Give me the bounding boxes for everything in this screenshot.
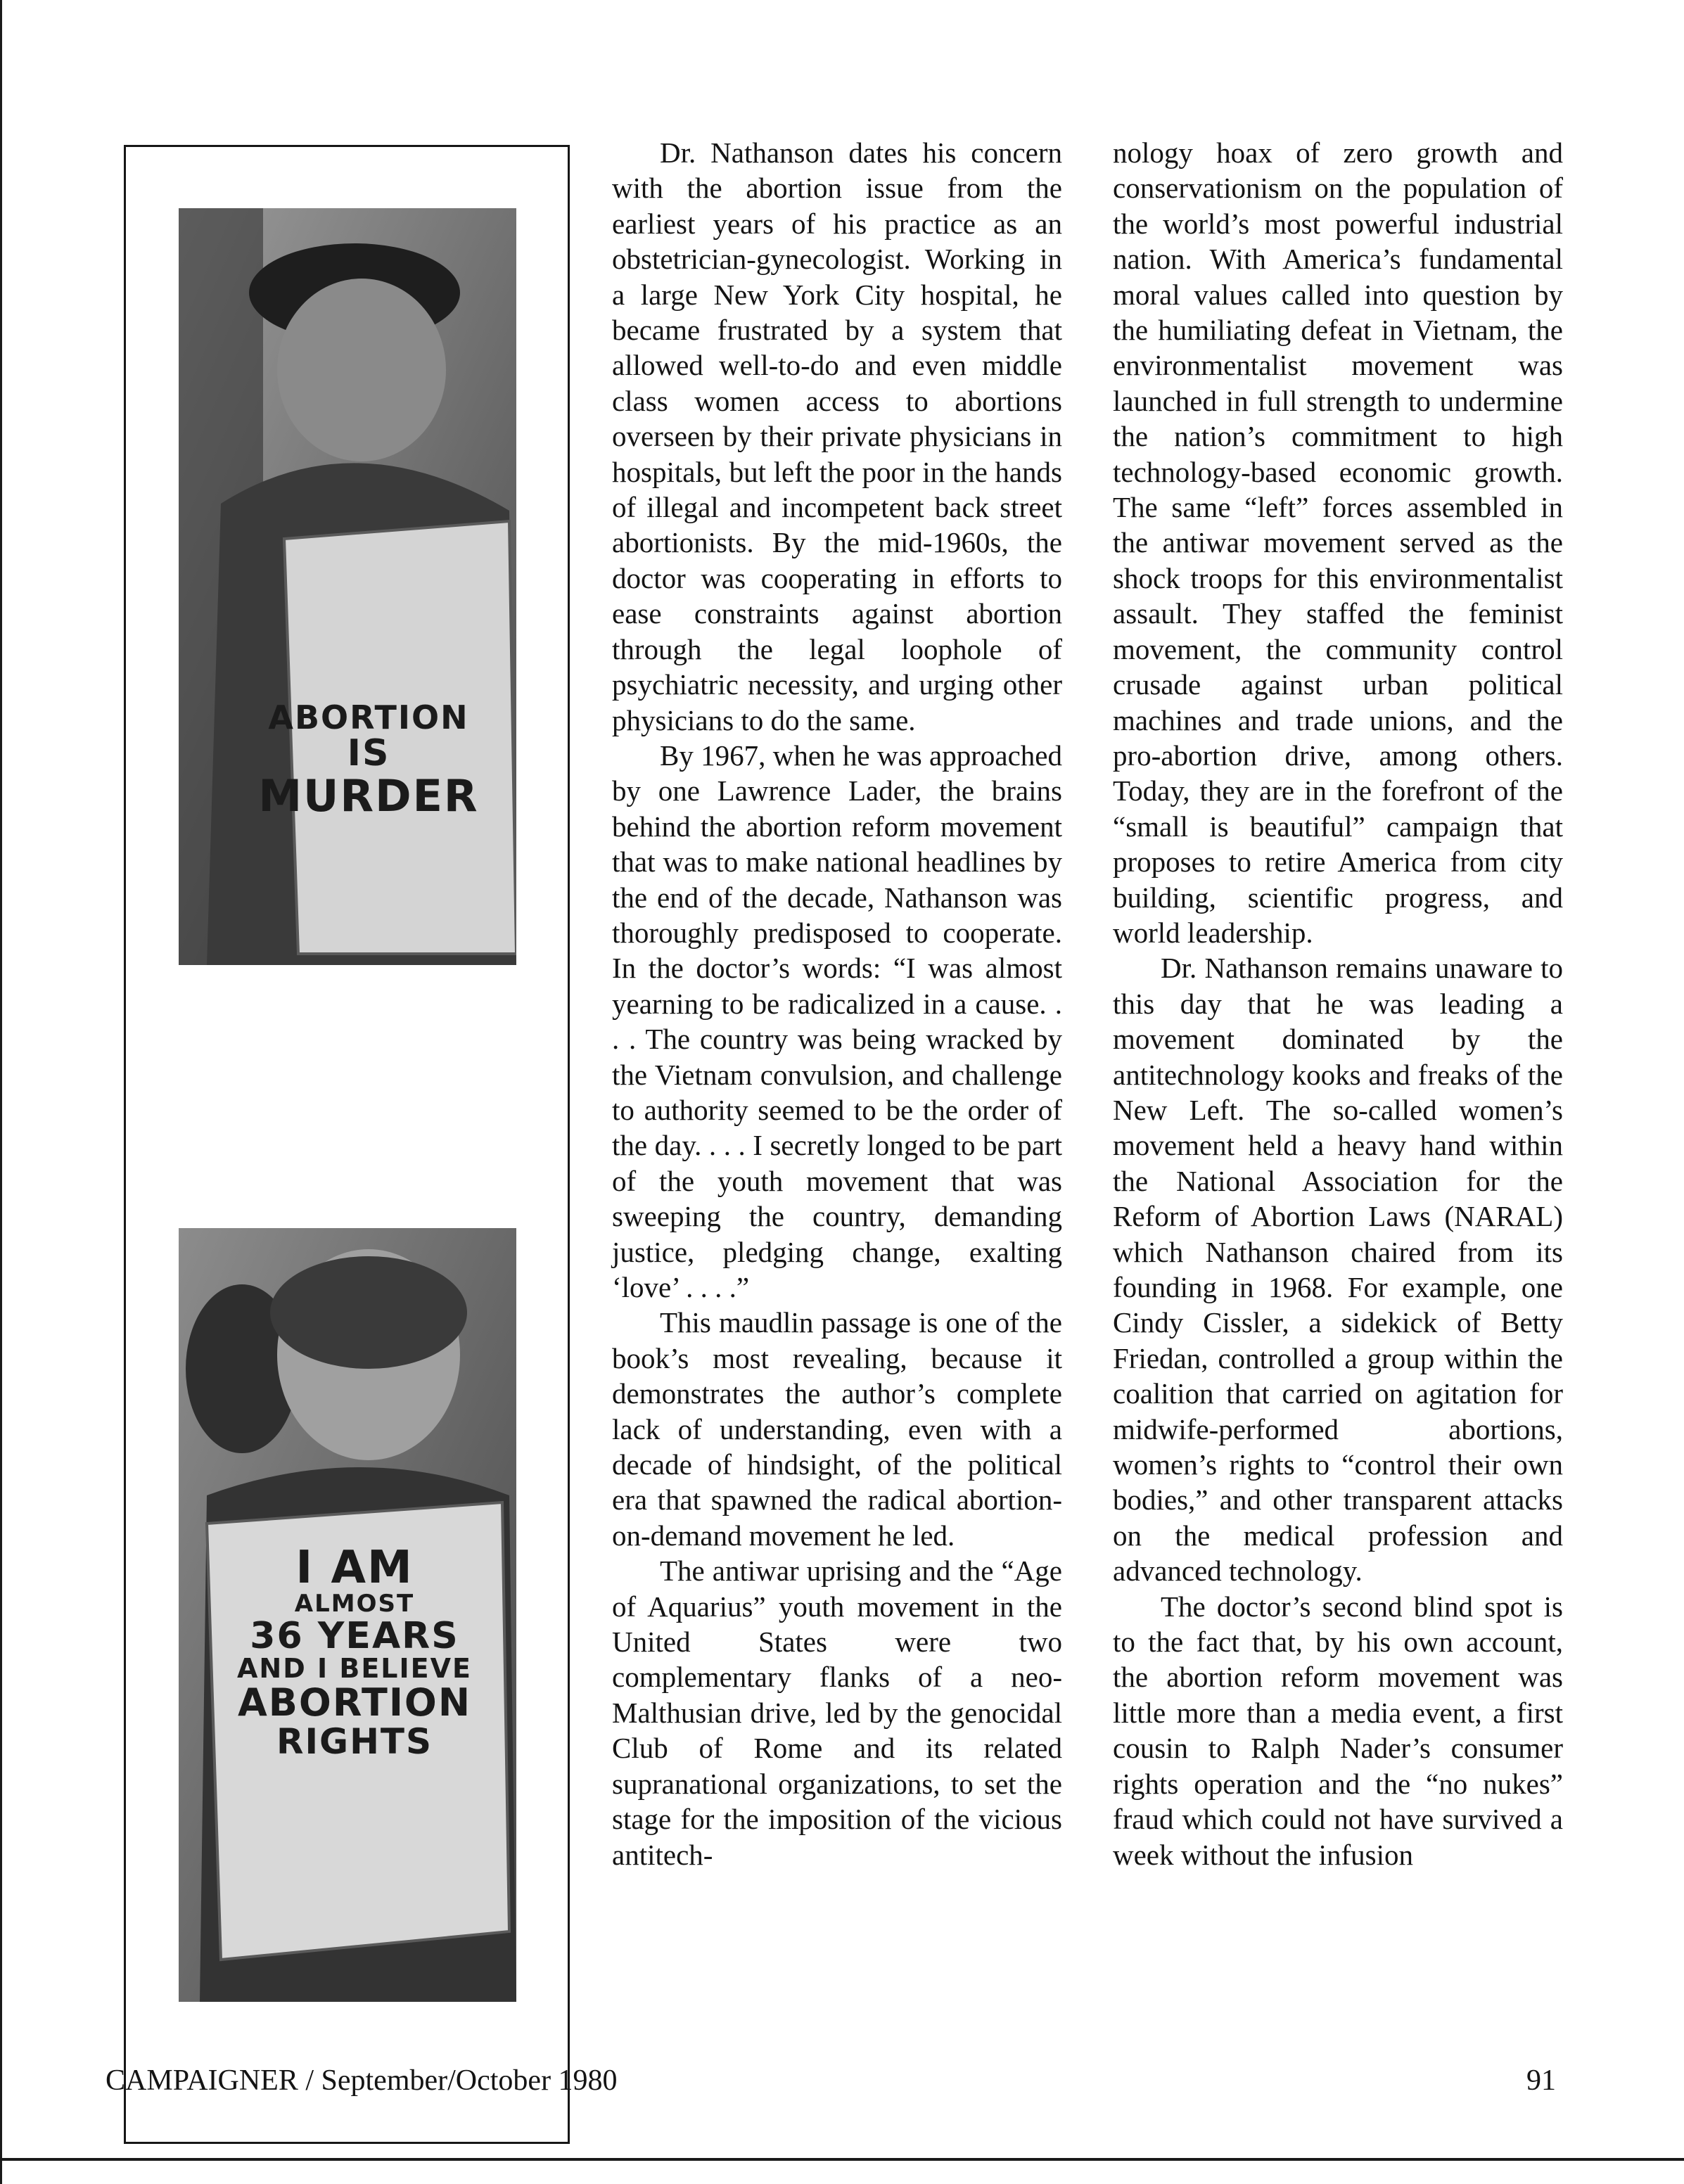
protest-photo-top — [179, 208, 516, 965]
sign-line: MURDER — [258, 769, 479, 822]
article-paragraph: The doctor’s second blind spot is to the fact that, by his own account, the abortion reform movement was little more than a media event, a first cousin to Ralph Nader’s consumer rights operation and the “no nukes” fraud which could not have survived a week without the infusion — [1113, 1590, 1563, 1871]
article-column-2 — [1113, 135, 1563, 1872]
article-paragraph: Dr. Nathanson remains unaware to this day that he was leading a movement dominated by the antitechnology kooks and freaks of the New Left. The so-called women’s movement held a heavy hand within the National Association for the Reform of Abortion Laws (NARAL) which Nathanson chaired from its founding in 1968. For example, one Cindy Cissler, a sidekick of Betty Friedan, controlled a group within the coalition that carried on agitation for midwife-performed abortions, women’s rights to “control their own bodies,” and other transparent attacks on the medical profession and advanced technology. — [1113, 952, 1563, 1588]
sign-line: AND I BELIEVE — [237, 1653, 472, 1685]
article-column-1 — [612, 135, 1062, 1872]
article-paragraph: Dr. Nathanson dates his concern with the abortion issue from the earliest years of his practice as an obstetrician-gynecologist. Working in a large New York City hospital, he became frustrated by a system that allowed well-to-do and even middle class women access to abortions overseen by their private physicians in hospitals, but left the poor in the hands of illegal and incompetent back street abortionists. By the mid-1960s, the doctor was cooperating in efforts to ease constraints against abortion through the legal loophole of psychiatric necessity, and urging other physicians to do the same. — [612, 136, 1062, 736]
sign-line: I AM — [295, 1542, 414, 1594]
article-paragraph: By 1967, when he was approached by one Lawrence Lader, the brains behind the abortion reform movement that was to make national headlines by the end of the decade, Nathanson was thoroughly predisposed to cooperate. In the doctor’s words: “I was almost yearning to be radicalized in a cause. . . . The country was being wracked by the Vietnam convulsion, and challenge to authority seemed to be the order of the day. . . . I secretly longed to be part of the youth movement that was sweeping the country, demanding justice, pledging change, exalting ‘love’ . . . .” — [612, 739, 1062, 1303]
sign-line: ABORTION — [237, 1680, 472, 1725]
protest-photo-bottom — [179, 1228, 516, 2002]
page-number: 91 — [1526, 2064, 1556, 2097]
publication-footer: CAMPAIGNER / September/October 1980 — [106, 2064, 618, 2097]
article-paragraph: The antiwar uprising and the “Age of Aquarius” youth movement in the United States were two complementary flanks of a neo-Malthusian drive, led by the genocidal Club of Rome and its related supranational organizations, to set the stage for the imposition of the vicious antitech- — [612, 1554, 1062, 1871]
article-paragraph: This maudlin passage is one of the book’s most revealing, because it demonstrates the author’s complete lack of understanding, even with a decade of hindsight, of the political era that spawned the radical abortion-on-demand movement he led. — [612, 1306, 1062, 1552]
photo-frame — [124, 145, 570, 2144]
sign-line: RIGHTS — [276, 1721, 433, 1763]
article-paragraph: nology hoax of zero growth and conservationism on the population of the world’s most powerful industrial nation. With America’s fundamental moral values called into question by the humiliating defeat in Vietnam, the environmentalist movement was launched in full strength to undermine the nation’s commitment to high technology-based economic growth. The same “left” forces assembled in the antiwar movement served as the shock troops for this environmentalist assault. They staffed the feminist movement, the community control crusade against urban political machines and trade unions, and the pro-abortion drive, among others. Today, they are in the forefront of the “small is beautiful” campaign that proposes to retire America from city building, scientific progress, and world leadership. — [1113, 136, 1563, 949]
sign-line: 36 YEARS — [250, 1614, 459, 1657]
sign-line: ALMOST — [294, 1590, 415, 1618]
sign-line: ABORTION — [268, 698, 469, 736]
page-edge-left — [0, 0, 2, 2184]
sign-line: IS — [347, 732, 390, 775]
protest-photo-top-image — [179, 208, 516, 965]
page-edge-bottom — [0, 2158, 1684, 2161]
